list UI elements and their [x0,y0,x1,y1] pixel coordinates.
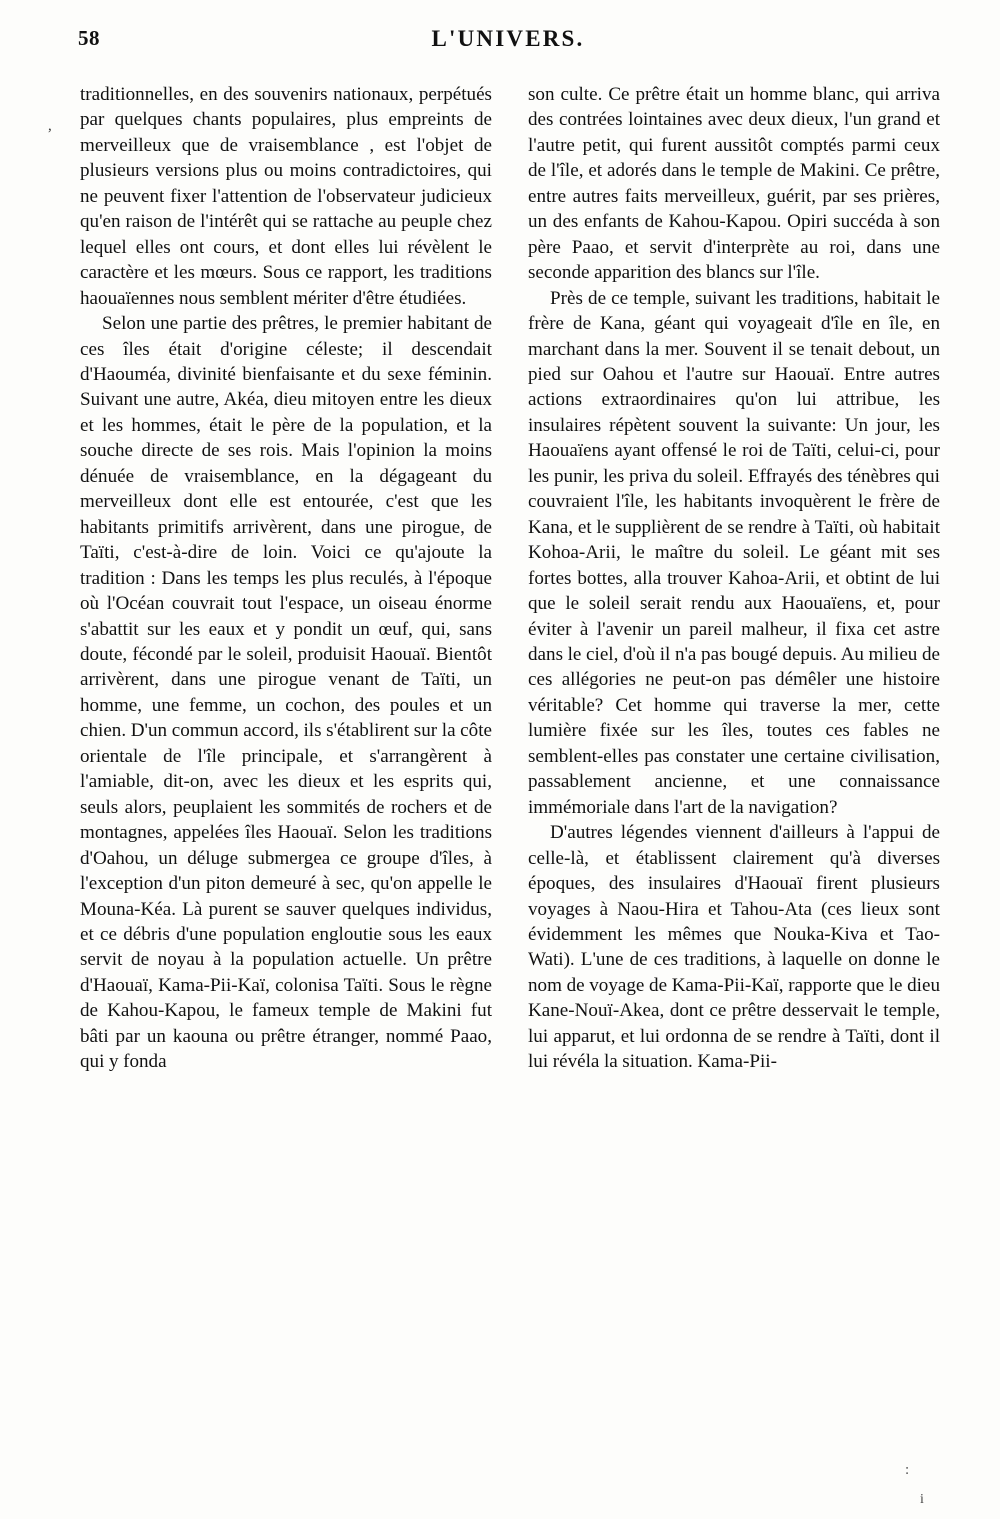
paragraph: son culte. Ce prêtre était un homme blanc, qui arriva des contrées lointaines avec deux dieux, l'un grand et l'autre petit, qui furent aussitôt comptés parmi ceux de l'île, et adorés dans le temple de Makini. Ce prêtre, entre autres faits merveilleux, guérit, par ses prières, un des enfants de Kahou-Kapou. Opiri succéda à son père Paao, et servit d'interprète au roi, dans une seconde apparition des blancs sur l'île. [528,84,940,284]
running-head: L'UNIVERS. [431,26,585,51]
column-right [528,82,940,1075]
page-number: 58 [78,26,100,50]
footer-mark: i [920,1492,924,1507]
paragraph: Selon une partie des prêtres, le premier habitant de ces îles était d'origine céleste; il descendait d'Haouméa, divinité bienfaisante et du sexe féminin. Suivant une autre, Akéa, dieu mitoyen entre les dieux et les hommes, était le père de la population, et la souche directe de ses rois. Mais l'opinion la moins dénuée de vraisemblance, en la dégageant du merveilleux dont elle est entourée, c'est que les habitants primitifs arrivèrent, dans une pirogue, de Taïti, c'est-à-dire de loin. Voici ce qu'ajoute la tradition : Dans les temps les plus reculés, à l'époque où l'Océan couvrait tout l'espace, un oiseau énorme s'abattit sur les eaux et y pondit un œuf, qui, sans doute, fécondé par le soleil, produisit Haouaï. Bientôt arrivèrent, dans une pirogue venant de Taïti, un homme, une femme, un cochon, des poules et un chien. D'un commun accord, ils s'établirent sur la côte orientale de l'île principale, et s'arrangèrent à l'amiable, dit-on, avec les dieux et les esprits qui, seuls alors, peuplaient les sommités de rochers et de montagnes, appelées îles Haouaï. Selon les traditions d'Oahou, un déluge submergea ce groupe d'îles, à l'exception d'un piton demeuré à sec, qu'on appelle le Mouna-Kéa. Là purent se sauver quelques individus, et ce débris d'une population engloutie sous les eaux servit de noyau à la population actuelle. Un prêtre d'Haouaï, Kama-Pii-Kaï, colonisa Taïti. Sous le règne de Kahou-Kapou, le fameux temple de Makini fut bâti par un kaouna ou prêtre étranger, nommé Paao, qui y fonda [80,313,492,1073]
paragraph: D'autres légendes viennent d'ailleurs à l'appui de celle-là, et établissent clairement qu'à diverses époques, des insulaires d'Haouaï firent plusieurs voyages à Naou-Hira et Tahou-Ata (ces lieux sont évidemment les mêmes que Nouka-Kiva et Tao-Wati). L'une de ces traditions, à laquelle on donne le nom de voyage de Kama-Pii-Kaï, rapporte que le dieu Kane-Nouï-Akea, dont ce prêtre desservait le temple, lui apparut, et lui ordonna de se rendre à Taïti, dont il lui révéla la situation. Kama-Pii- [528,822,940,1073]
paragraph: Près de ce temple, suivant les traditions, habitait le frère de Kana, géant qui voyageait d'île en île, en marchant dans la mer. Souvent il se tenait debout, un pied sur Oahou et l'autre sur Haouaï. Entre autres actions extraordinaires qu'on lui attribue, les insulaires répètent souvent la suivante: Un jour, les Haouaïens ayant offensé le roi de Taïti, celui-ci, pour les punir, les priva du soleil. Effrayés des ténèbres qui couvraient l'île, les habitants invoquèrent le frère de Kana, et le supplièrent de se rendre à Taïti, où habitait Kohoa-Arii, le maître du soleil. Le géant mit ses fortes bottes, alla trouver Kahoa-Arii, et obtint de lui que le soleil serait rendu aux Haouaïens, et, pour éviter à l'avenir un pareil malheur, il fixa cet astre dans le ciel, d'où il n'a pas bougé depuis. Au milieu de ces allégories ne peut-on pas démêler une histoire véritable? Cet homme qui traverse la mer, cette lumière fixée sur les îles, toutes ces fables ne semblent-elles pas constater une certaine civilisation, passablement ancienne, et une connaissance immémoriale dans l'art de la navigation? [528,287,940,818]
page-header [78,26,938,60]
paragraph: traditionnelles, en des souvenirs nationaux, perpétués par quelques chants populaires, plus empreints de merveilleux que de vraisemblance , est l'objet de plusieurs versions plus ou moins contradictoires, qui ne peuvent fixer l'attention de l'observateur judicieux qu'en raison de l'intérêt qui se rattache au peuple chez lequel elles ont cours, et dont elles lui révèlent le caractère et les mœurs. Sous ce rapport, les traditions haouaïennes nous semblent mériter d'être étudiées. [80,84,492,309]
margin-mark: , [48,118,52,134]
column-left [80,82,492,1075]
footer-dots: : [905,1462,912,1478]
text-columns [80,82,940,1075]
